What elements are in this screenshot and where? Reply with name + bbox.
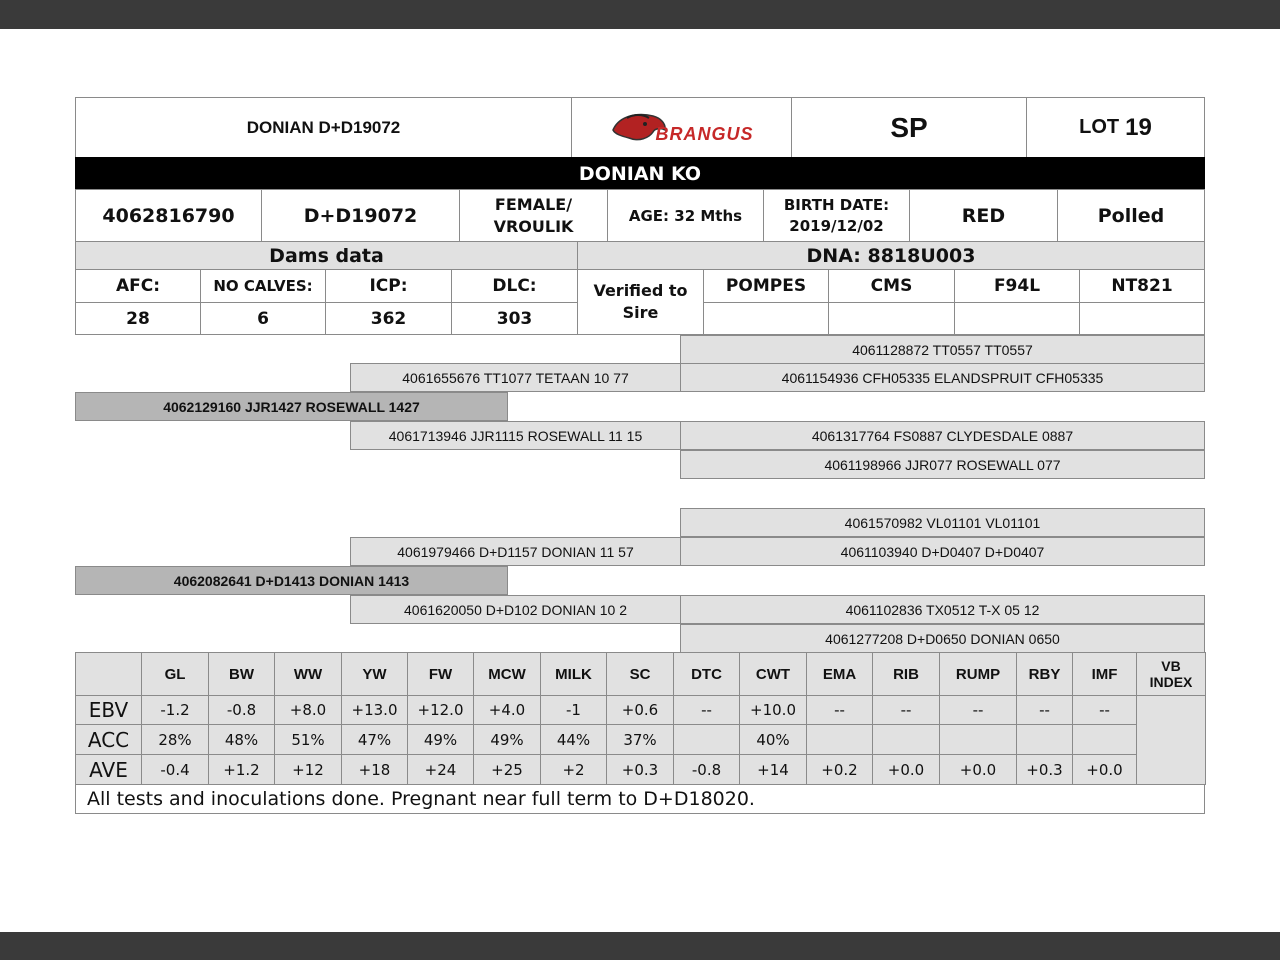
dams-value-afc: 28: [75, 302, 201, 335]
lot-label: LOT: [1079, 116, 1120, 138]
ebv-row-label-ave: AVE: [75, 754, 142, 785]
ebv-cell: +1.2: [208, 754, 275, 785]
ebv-cell: +0.0: [1072, 754, 1137, 785]
dna-result-cms: [828, 302, 955, 335]
dams-header-afc: AFC:: [75, 269, 201, 303]
ebv-header-sc: SC: [606, 652, 674, 696]
dams-header-icp: ICP:: [325, 269, 452, 303]
ebv-cell: -0.4: [141, 754, 209, 785]
vb-line-1: VB: [1161, 657, 1181, 674]
ebv-cell: [1016, 724, 1073, 755]
ebv-cell: 48%: [208, 724, 275, 755]
ebv-cell: [673, 724, 740, 755]
ebv-header-milk: MILK: [540, 652, 607, 696]
ebv-cell: 44%: [540, 724, 607, 755]
ebv-header-cwt: CWT: [739, 652, 807, 696]
pedigree-sire-sire-sire: 4061128872 TT0557 TT0557: [680, 335, 1205, 364]
ebv-cell: +12.0: [407, 695, 474, 725]
ebv-cell: +0.3: [606, 754, 674, 785]
dams-value-dlc: 303: [451, 302, 578, 335]
ebv-cell: -0.8: [208, 695, 275, 725]
pedigree-sire-sire: 4061655676 TT1077 TETAAN 10 77: [350, 363, 681, 392]
pedigree-sire-dam: 4061713946 JJR1115 ROSEWALL 11 15: [350, 421, 681, 450]
ebv-cell: +25: [473, 754, 541, 785]
ebv-header-rump: RUMP: [939, 652, 1017, 696]
ebv-cell: --: [1072, 695, 1137, 725]
ebv-cell: +0.6: [606, 695, 674, 725]
ebv-header-dtc: DTC: [673, 652, 740, 696]
pedigree-sire-dam-dam: 4061198966 JJR077 ROSEWALL 077: [680, 450, 1205, 479]
verified-to-sire: [577, 269, 704, 335]
ebv-cell: [1072, 724, 1137, 755]
ebv-header-yw: YW: [341, 652, 408, 696]
ebv-cell: [872, 724, 940, 755]
ebv-cell: +2: [540, 754, 607, 785]
footer-note: All tests and inoculations done. Pregnant near full term to D+D18020.: [75, 784, 1205, 814]
dna-test-cms: CMS: [828, 269, 955, 303]
birth-date: [763, 189, 910, 242]
pedigree-dam-sire-dam: 4061103940 D+D0407 D+D0407: [680, 537, 1205, 566]
pedigree-sire-dam-sire: 4061317764 FS0887 CLYDESDALE 0887: [680, 421, 1205, 450]
ebv-cell: --: [939, 695, 1017, 725]
dams-value-calves: 6: [200, 302, 326, 335]
ebv-header-vb-index: [1136, 652, 1206, 696]
ebv-cell: +10.0: [739, 695, 807, 725]
dams-value-icp: 362: [325, 302, 452, 335]
pedigree-sire: 4062129160 JJR1427 ROSEWALL 1427: [75, 392, 508, 421]
ebv-cell: --: [872, 695, 940, 725]
ebv-cell: 28%: [141, 724, 209, 755]
ebv-cell: +0.2: [806, 754, 873, 785]
dams-header-dlc: DLC:: [451, 269, 578, 303]
ebv-cell: --: [806, 695, 873, 725]
ebv-cell: +18: [341, 754, 408, 785]
dna-result-pompes: [703, 302, 829, 335]
brangus-logo: [571, 97, 792, 158]
vb-line-2: INDEX: [1149, 674, 1193, 690]
ebv-cell: --: [1016, 695, 1073, 725]
ebv-corner-cell: [75, 652, 142, 696]
ebv-cell: +0.3: [1016, 754, 1073, 785]
ebv-cell: +24: [407, 754, 474, 785]
ebv-cell: [939, 724, 1017, 755]
dams-header-calves: NO CALVES:: [200, 269, 326, 303]
logo-text: BRANGUS: [655, 124, 754, 144]
ebv-cell: 40%: [739, 724, 807, 755]
ebv-cell: -1: [540, 695, 607, 725]
age: AGE: 32 Mths: [607, 189, 764, 242]
dna-test-f94l: F94L: [954, 269, 1080, 303]
ebv-header-bw: BW: [208, 652, 275, 696]
pedigree-dam-dam-dam: 4061277208 D+D0650 DONIAN 0650: [680, 624, 1205, 653]
ebv-cell: 49%: [473, 724, 541, 755]
ebv-cell: 37%: [606, 724, 674, 755]
grade: SP: [791, 97, 1027, 158]
ebv-vb-index-value: [1136, 695, 1206, 785]
ebv-cell: +13.0: [341, 695, 408, 725]
dna-result-nt821: [1079, 302, 1205, 335]
ebv-cell: +4.0: [473, 695, 541, 725]
lot: [1026, 97, 1205, 158]
verified-line-1: Verified to: [593, 281, 688, 301]
ebv-cell: +0.0: [872, 754, 940, 785]
ebv-header-mcw: MCW: [473, 652, 541, 696]
ebv-header-imf: IMF: [1072, 652, 1137, 696]
pedigree-dam-dam: 4061620050 D+D102 DONIAN 10 2: [350, 595, 681, 624]
dna-result-f94l: [954, 302, 1080, 335]
ebv-cell: +0.0: [939, 754, 1017, 785]
colour: RED: [909, 189, 1058, 242]
birth-label: BIRTH DATE:: [783, 196, 890, 215]
ebv-header-ww: WW: [274, 652, 342, 696]
ebv-header-rib: RIB: [872, 652, 940, 696]
bottom-frame-bar: [0, 932, 1280, 960]
ebv-cell: --: [673, 695, 740, 725]
ebv-cell: +8.0: [274, 695, 342, 725]
ebv-cell: +14: [739, 754, 807, 785]
sex-line-1: FEMALE/: [494, 194, 573, 214]
verified-line-2: Sire: [622, 303, 659, 322]
ebv-cell: -0.8: [673, 754, 740, 785]
ebv-cell: +12: [274, 754, 342, 785]
ebv-cell: -1.2: [141, 695, 209, 725]
dams-title: Dams data: [75, 241, 578, 270]
ebv-cell: 47%: [341, 724, 408, 755]
top-frame-bar: [0, 0, 1280, 29]
ebv-cell: 49%: [407, 724, 474, 755]
ebv-cell: [806, 724, 873, 755]
pedigree-dam: 4062082641 D+D1413 DONIAN 1413: [75, 566, 508, 595]
horn-status: Polled: [1057, 189, 1205, 242]
banner-title: DONIAN KO: [75, 157, 1205, 190]
registration: D+D19072: [261, 189, 460, 242]
pedigree-dam-dam-sire: 4061102836 TX0512 T-X 05 12: [680, 595, 1205, 624]
sex: [459, 189, 608, 242]
pedigree-sire-sire-dam: 4061154936 CFH05335 ELANDSPRUIT CFH05335: [680, 363, 1205, 392]
ebv-row-label-acc: ACC: [75, 724, 142, 755]
pedigree-dam-sire: 4061979466 D+D1157 DONIAN 11 57: [350, 537, 681, 566]
pedigree-dam-sire-sire: 4061570982 VL01101 VL01101: [680, 508, 1205, 537]
id-number: 4062816790: [75, 189, 262, 242]
ebv-row-label-ebv: EBV: [75, 695, 142, 725]
sex-line-2: VROULIK: [493, 216, 574, 236]
lot-number: 19: [1125, 113, 1152, 141]
ebv-header-fw: FW: [407, 652, 474, 696]
animal-name: DONIAN D+D19072: [75, 97, 572, 158]
dna-test-pompes: POMPES: [703, 269, 829, 303]
ebv-header-gl: GL: [141, 652, 209, 696]
ebv-cell: 51%: [274, 724, 342, 755]
dna-title: DNA: 8818U003: [577, 241, 1205, 270]
ebv-header-ema: EMA: [806, 652, 873, 696]
dna-test-nt821: NT821: [1079, 269, 1205, 303]
ebv-header-rby: RBY: [1016, 652, 1073, 696]
birth-value: 2019/12/02: [789, 216, 884, 235]
